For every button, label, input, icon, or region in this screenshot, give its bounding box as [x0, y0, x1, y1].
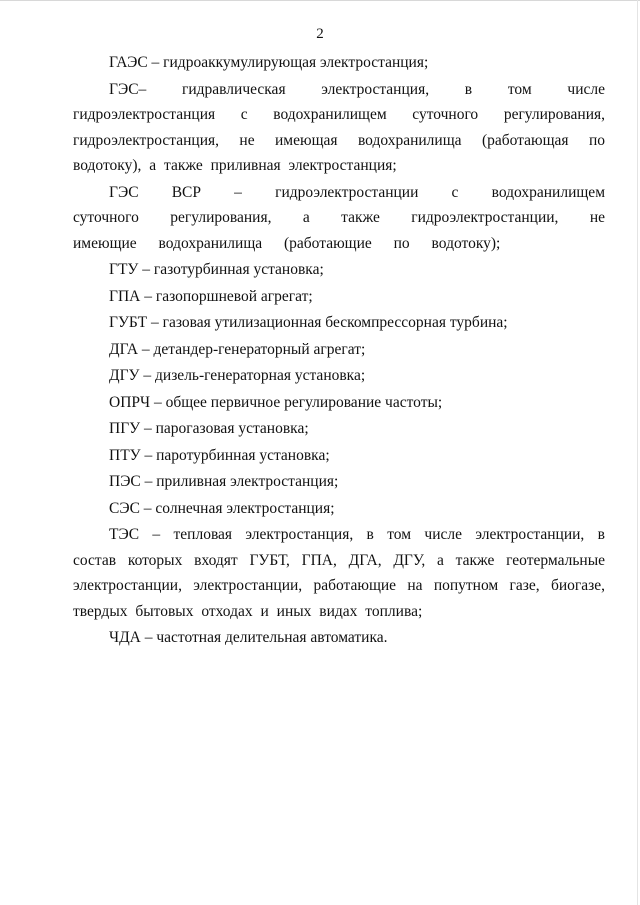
definition-oprch: ОПРЧ – общее первичное регулирование частоты;: [109, 393, 443, 411]
definition-dga: ДГА – детандер-генераторный агрегат;: [109, 340, 366, 358]
definition-gpa: ГПА – газопоршневой агрегат;: [109, 287, 313, 305]
page-number: 2: [316, 26, 324, 42]
definition-gaes: ГАЭС – гидроаккумулирующая электростанция;: [109, 54, 429, 71]
definition-ges-vsr: ГЭС ВСР – гидроэлектростанции с водохранилищем суточного регулирования, а также гидроэлектростанции, не имеющие водохранилища (работающие по водотоку);: [73, 183, 605, 252]
right-edge-line: [637, 0, 638, 905]
definition-ges: ГЭС– гидравлическая электростанция, в том числе гидроэлектростанция с водохранилищем суточного регулирования, гидроэлектростанция, не имеющая водохранилища (работающая по водотоку), а также приливная электростанция;: [73, 80, 605, 174]
definition-ses: СЭС – солнечная электростанция;: [109, 499, 335, 517]
definition-pgu: ПГУ – парогазовая установка;: [109, 420, 309, 437]
abbreviation-list: [73, 50, 605, 652]
definition-tes: ТЭС – тепловая электростанция, в том числе электростанции, в состав которых входят ГУБТ, ГПА, ДГА, ДГУ, а также геотермальные электростанции, электростанции, работающие на попутном газе, биогазе, твердых бытовых отходах и иных видах топлива;: [73, 526, 605, 620]
definition-chda: ЧДА – частотная делительная автоматика.: [109, 629, 388, 646]
definition-gtu: ГТУ – газотурбинная установка;: [109, 261, 324, 278]
definition-gubt: ГУБТ – газовая утилизационная бескомпрессорная турбина;: [109, 314, 508, 331]
definition-pes: ПЭС – приливная электростанция;: [109, 473, 339, 490]
definition-ptu: ПТУ – паротурбинная установка;: [109, 446, 330, 464]
top-edge-line: [0, 0, 640, 1]
definition-dgu: ДГУ – дизель-генераторная установка;: [109, 367, 366, 384]
